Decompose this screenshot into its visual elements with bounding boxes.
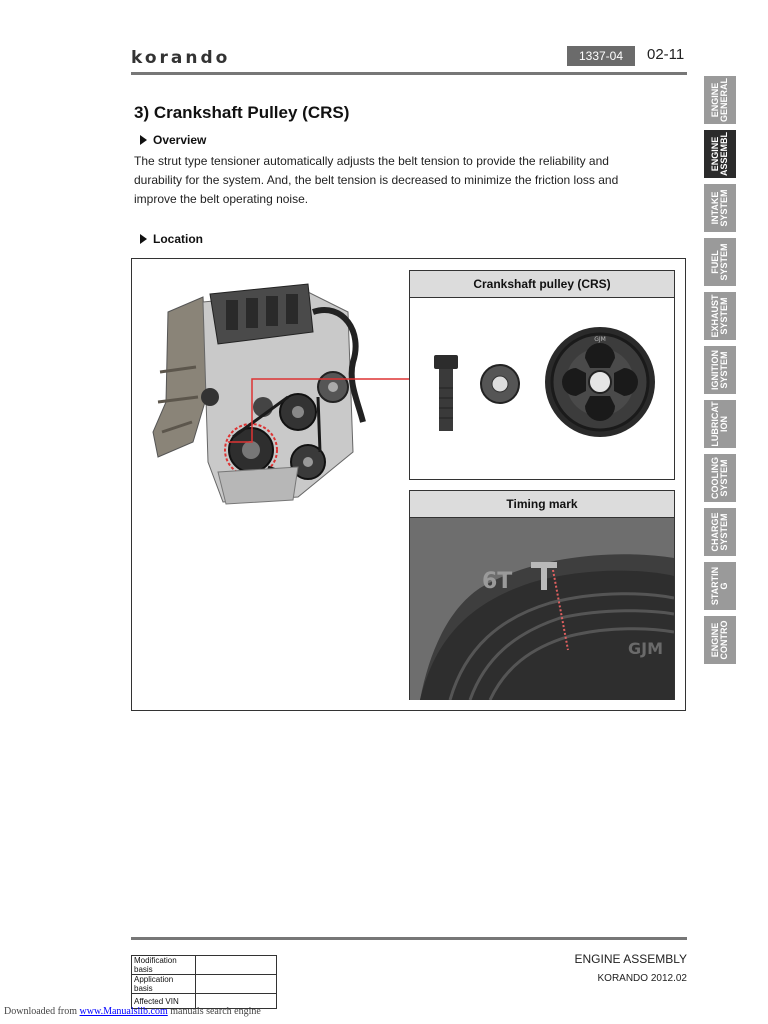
- timing-marking-text: 6T: [482, 569, 513, 594]
- page-number: 02-11: [647, 46, 685, 63]
- crankshaft-pulley-panel-title: Crankshaft pulley (CRS): [410, 271, 674, 298]
- overview-label: Overview: [153, 133, 207, 147]
- tab-lubrication[interactable]: LUBRICAT ION: [704, 400, 736, 448]
- footer-model-date: KORANDO 2012.02: [597, 973, 687, 984]
- tab-cooling-system[interactable]: COOLING SYSTEM: [704, 454, 736, 502]
- modification-basis-value: [196, 956, 277, 975]
- modification-table: [131, 955, 277, 1009]
- location-label: Location: [153, 232, 203, 246]
- footer-divider: [131, 937, 687, 940]
- header-divider: [131, 72, 687, 75]
- overview-heading: [140, 133, 206, 147]
- triangle-bullet-icon: [140, 234, 147, 244]
- modification-basis-label: Modification basis: [132, 956, 196, 975]
- tab-starting[interactable]: STARTIN G: [704, 562, 736, 610]
- tab-exhaust-system[interactable]: EXHAUST SYSTEM: [704, 292, 736, 340]
- timing-mark-panel: [409, 490, 675, 700]
- download-suffix: manuals search engine: [170, 1006, 261, 1017]
- timing-pulley-marking: GJM: [628, 639, 664, 658]
- location-heading: [140, 232, 203, 246]
- section-title: 3) Crankshaft Pulley (CRS): [134, 103, 350, 122]
- download-prefix: Downloaded from: [4, 1006, 78, 1017]
- tab-engine-control[interactable]: ENGINE CONTRO: [704, 616, 736, 664]
- tab-ignition-system[interactable]: IGNITION SYSTEM: [704, 346, 736, 394]
- tab-engine-assembly[interactable]: ENGINE ASSEMBL: [704, 130, 736, 178]
- affected-vin-label: Affected VIN: [132, 994, 196, 1009]
- crankshaft-pulley-parts: [410, 298, 674, 480]
- tab-charge-system[interactable]: CHARGE SYSTEM: [704, 508, 736, 556]
- triangle-bullet-icon: [140, 135, 147, 145]
- timing-mark-panel-title: Timing mark: [410, 491, 674, 518]
- document-code-badge: 1337-04: [567, 46, 635, 66]
- korando-logo: korando: [131, 48, 231, 68]
- timing-mark-photo: [410, 518, 674, 700]
- manualslib-link[interactable]: www.Manualslib.com: [79, 1006, 168, 1017]
- leader-line: [226, 374, 416, 444]
- pulley-marking: GJM: [594, 336, 606, 343]
- footer-section-name: ENGINE ASSEMBLY: [574, 952, 687, 966]
- tab-engine-general[interactable]: ENGINE GENERAL: [704, 76, 736, 124]
- application-basis-value: [196, 975, 277, 994]
- overview-paragraph: The strut type tensioner automatically adjusts the belt tension to provide the reliability and durability for the system. And, the belt tension is decreased to minimize the friction loss and improve the belt operating noise.: [134, 154, 619, 206]
- tab-intake-system[interactable]: INTAKE SYSTEM: [704, 184, 736, 232]
- tab-fuel-system[interactable]: FUEL SYSTEM: [704, 238, 736, 286]
- crankshaft-pulley-panel: [409, 270, 675, 480]
- application-basis-label: Application basis: [132, 975, 196, 994]
- download-notice: [4, 1006, 261, 1017]
